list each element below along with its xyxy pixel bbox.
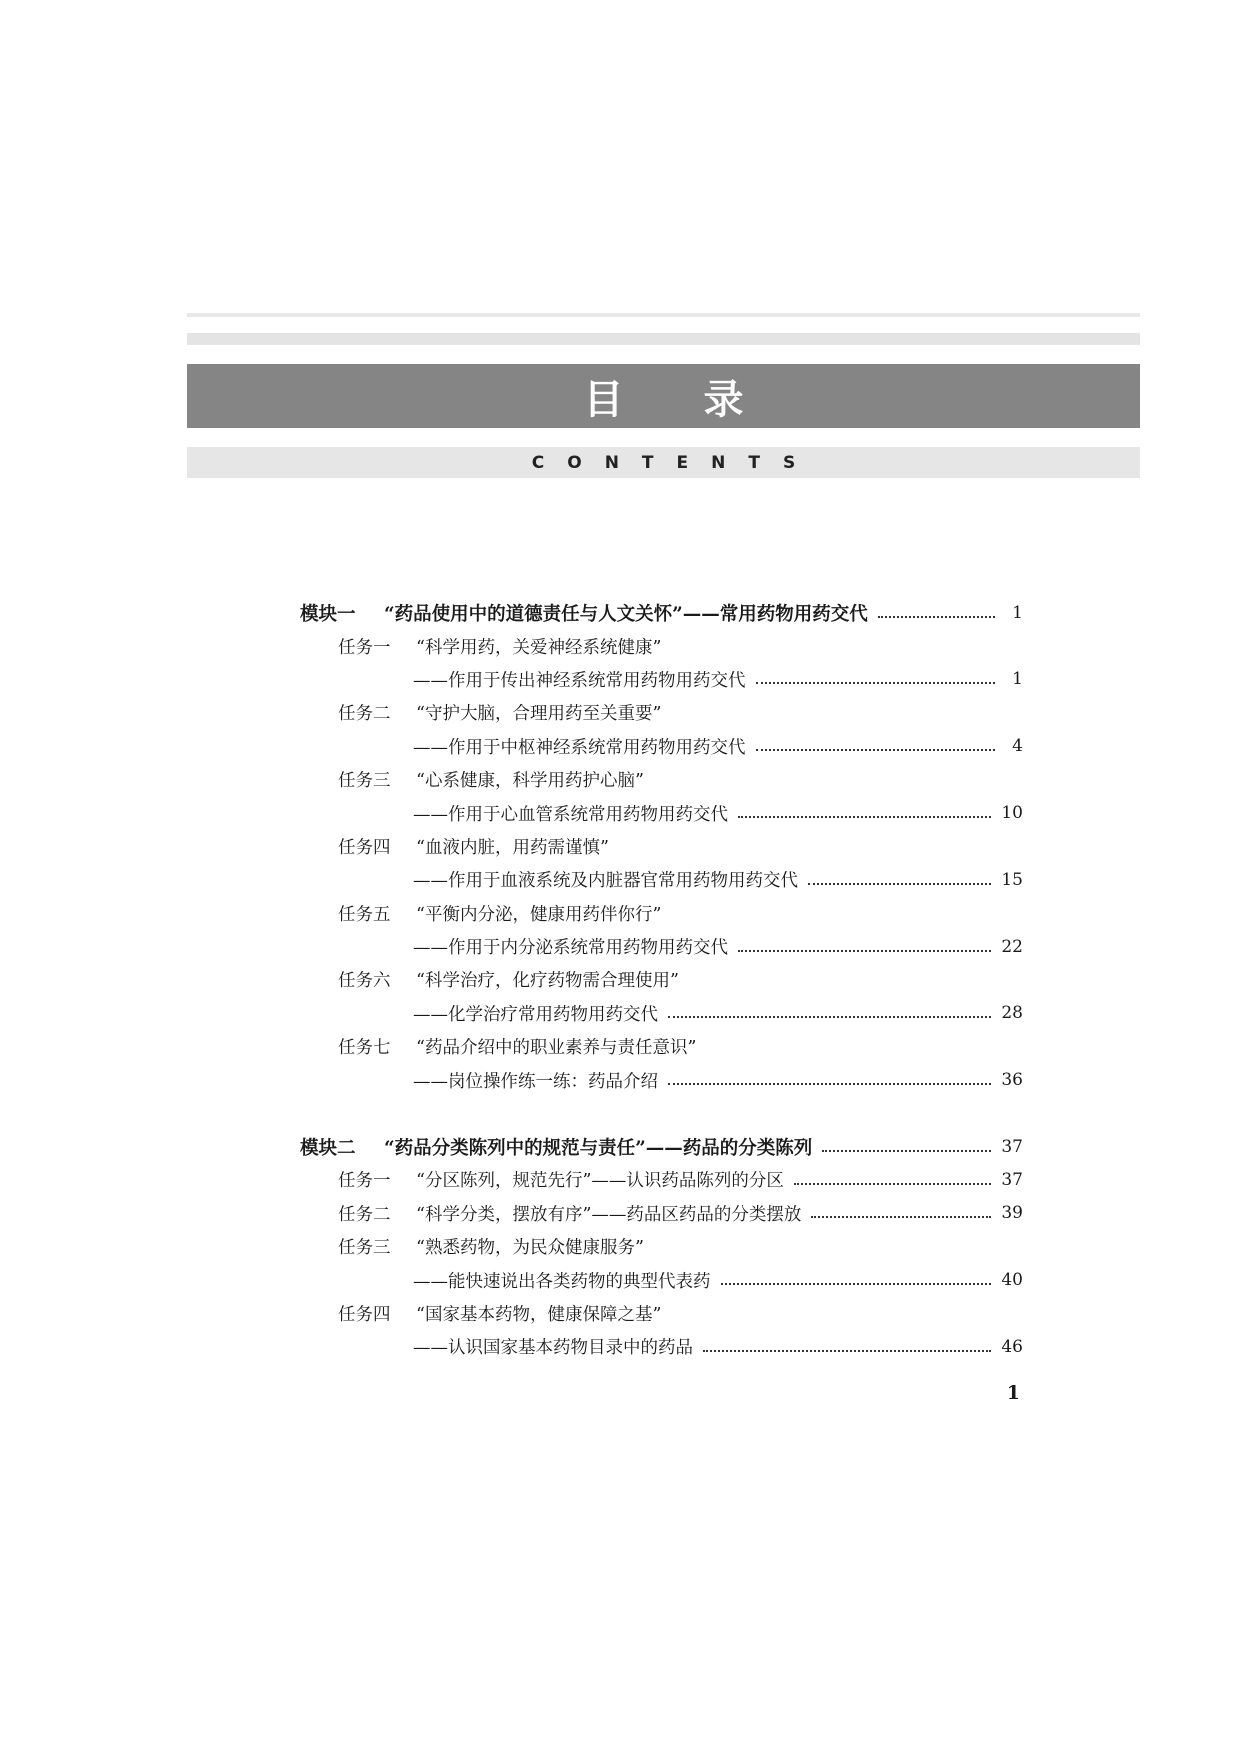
toc-task-entry[interactable] <box>300 1197 1023 1230</box>
toc-entry-title: ——作用于中枢神经系统常用药物用药交代 <box>413 737 746 758</box>
toc-page-number: 1 <box>1012 669 1023 690</box>
toc-entry-title: “心系健康，科学用药护心脑” <box>416 771 644 792</box>
toc-page-number: 46 <box>1001 1336 1023 1357</box>
toc-task-entry[interactable] <box>300 897 1023 930</box>
table-of-contents <box>300 596 1023 1364</box>
toc-entry-label: 任务三 <box>338 1238 391 1259</box>
dot-leader <box>738 816 991 818</box>
toc-entry-title: “平衡内分泌，健康用药伴你行” <box>416 904 662 925</box>
dot-leader <box>738 950 991 952</box>
toc-entry-title: ——作用于传出神经系统常用药物用药交代 <box>413 670 746 691</box>
toc-page-number: 28 <box>1001 1003 1023 1024</box>
toc-entry-title: “守护大脑，合理用药至关重要” <box>416 704 662 725</box>
toc-entry-label: 任务一 <box>338 637 391 658</box>
toc-page-number: 22 <box>1001 936 1023 957</box>
toc-page-number: 40 <box>1001 1270 1023 1291</box>
toc-page-number: 36 <box>1001 1070 1023 1091</box>
toc-task-entry[interactable] <box>300 763 1023 796</box>
toc-task-entry[interactable] <box>300 629 1023 662</box>
toc-entry-title: ——能快速说出各类药物的典型代表药 <box>413 1271 711 1292</box>
toc-subtitle-entry[interactable] <box>300 796 1023 829</box>
toc-entry-title: “分区陈列，规范先行”——认识药品陈列的分区 <box>416 1171 784 1192</box>
toc-entry-title: “科学治疗，化疗药物需合理使用” <box>416 971 679 992</box>
dot-leader <box>822 1150 991 1152</box>
toc-subtitle-entry[interactable] <box>300 1063 1023 1096</box>
toc-entry-title: ——岗位操作练一练：药品介绍 <box>413 1071 658 1092</box>
toc-entry-title: “科学用药，关爱神经系统健康” <box>416 637 662 658</box>
toc-entry-label: 任务五 <box>338 904 391 925</box>
toc-entry-title: “药品使用中的道德责任与人文关怀”——常用药物用药交代 <box>384 603 868 625</box>
header-rule <box>187 333 1140 345</box>
toc-task-entry[interactable] <box>300 830 1023 863</box>
dot-leader <box>721 1283 992 1285</box>
page-subtitle: CONTENTS <box>531 452 819 473</box>
toc-subtitle-entry[interactable] <box>300 730 1023 763</box>
toc-subtitle-entry[interactable] <box>300 863 1023 896</box>
toc-page-number: 1 <box>1012 602 1023 623</box>
toc-page-number: 15 <box>1001 869 1023 890</box>
toc-entry-title: ——化学治疗常用药物用药交代 <box>413 1004 658 1025</box>
toc-subtitle-entry[interactable] <box>300 1263 1023 1296</box>
toc-task-entry[interactable] <box>300 1297 1023 1330</box>
toc-page-number: 37 <box>1001 1136 1023 1157</box>
toc-entry-label: 任务二 <box>338 704 391 725</box>
toc-module-entry[interactable] <box>300 596 1023 629</box>
dot-leader <box>668 1083 991 1085</box>
toc-task-entry[interactable] <box>300 1230 1023 1263</box>
toc-entry-title: ——作用于内分泌系统常用药物用药交代 <box>413 938 728 959</box>
toc-entry-title: “药品分类陈列中的规范与责任”——药品的分类陈列 <box>384 1137 813 1159</box>
toc-page-number: 10 <box>1001 803 1023 824</box>
toc-entry-label: 任务四 <box>338 837 391 858</box>
toc-entry-label: 任务一 <box>338 1171 391 1192</box>
dot-leader <box>703 1350 991 1352</box>
dot-leader <box>756 682 996 684</box>
toc-subtitle-entry[interactable] <box>300 1330 1023 1363</box>
toc-task-entry[interactable] <box>300 1030 1023 1063</box>
dot-leader <box>756 749 996 751</box>
toc-page-number: 37 <box>1001 1169 1023 1190</box>
dot-leader <box>878 616 995 618</box>
toc-entry-label: 模块二 <box>300 1137 356 1159</box>
dot-leader <box>794 1183 991 1185</box>
toc-subtitle-entry[interactable] <box>300 997 1023 1030</box>
toc-entry-title: ——认识国家基本药物目录中的药品 <box>413 1338 693 1359</box>
dot-leader <box>808 883 991 885</box>
toc-entry-label: 任务六 <box>338 971 391 992</box>
contents-band <box>187 447 1140 478</box>
toc-entry-title: “血液内脏，用药需谨慎” <box>416 837 609 858</box>
toc-entry-label: 模块一 <box>300 603 356 625</box>
toc-entry-title: “药品介绍中的职业素养与责任意识” <box>416 1038 697 1059</box>
toc-entry-label: 任务三 <box>338 771 391 792</box>
toc-entry-title: ——作用于心血管系统常用药物用药交代 <box>413 804 728 825</box>
toc-entry-label: 任务七 <box>338 1038 391 1059</box>
title-band <box>187 364 1140 428</box>
dot-leader <box>811 1216 991 1218</box>
top-rule <box>187 313 1140 317</box>
toc-task-entry[interactable] <box>300 1163 1023 1196</box>
toc-subtitle-entry[interactable] <box>300 663 1023 696</box>
toc-module-entry[interactable] <box>300 1130 1023 1163</box>
page-title: 目录 <box>583 376 824 423</box>
toc-task-entry[interactable] <box>300 696 1023 729</box>
toc-page-number: 4 <box>1012 736 1023 757</box>
dot-leader <box>668 1016 991 1018</box>
toc-entry-title: “科学分类，摆放有序”——药品区药品的分类摆放 <box>416 1204 802 1225</box>
toc-subtitle-entry[interactable] <box>300 930 1023 963</box>
toc-entry-title: ——作用于血液系统及内脏器官常用药物用药交代 <box>413 871 798 892</box>
toc-entry-title: “国家基本药物，健康保障之基” <box>416 1305 662 1325</box>
toc-entry-label: 任务二 <box>338 1204 391 1225</box>
toc-page-number: 39 <box>1001 1203 1023 1224</box>
toc-task-entry[interactable] <box>300 963 1023 996</box>
toc-entry-label: 任务四 <box>338 1305 391 1325</box>
toc-entry-title: “熟悉药物，为民众健康服务” <box>416 1238 644 1259</box>
page-number: 1 <box>1006 1382 1020 1404</box>
